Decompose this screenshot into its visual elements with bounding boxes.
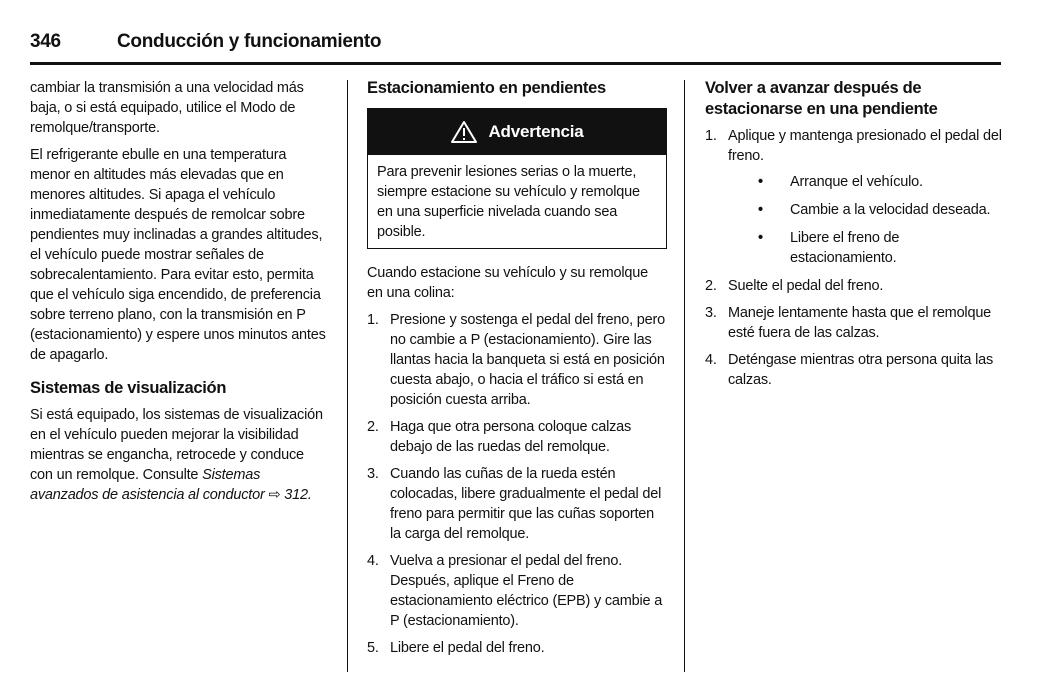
warning-triangle-icon [450, 120, 478, 144]
column-2 [367, 78, 667, 665]
heading-hill-parking: Estacionamiento en pendientes [367, 79, 606, 97]
list-item [367, 417, 667, 457]
step-number: 3. [367, 466, 379, 482]
bullet-text: Libere el freno de estacionamiento. [790, 230, 900, 266]
step-number: 4. [705, 352, 717, 368]
list-item [705, 276, 1003, 296]
step-text: Haga que otra persona coloque calzas debajo de las ruedas del remolque. [390, 419, 632, 455]
bullet-icon: • [758, 202, 763, 218]
bullet-item [728, 200, 1003, 220]
step-number: 2. [367, 419, 379, 435]
heading-display-systems: Sistemas de visualización [30, 379, 227, 397]
warning-title: Advertencia [488, 122, 584, 141]
sub-steps [728, 172, 1003, 268]
paragraph-coolant: El refrigerante ebulle en una temperatura menor en altitudes más elevadas que en menores altitudes. Si apaga el vehículo inmediatamente después de remolcar sobre pendientes muy inclinadas a grandes altitudes, el vehículo puede mostrar señales de sobrecalentamiento. Para evitar esto, permita que el vehículo siga encendido, de preferencia sobre terreno plano, con la transmisión en P (estacionamiento) y espere unos minutos antes de apagarlo. [30, 147, 326, 363]
column-divider-1 [347, 80, 348, 672]
list-item [367, 638, 667, 658]
step-number: 1. [367, 312, 379, 328]
bullet-icon: • [758, 174, 763, 190]
display-systems-text: Si está equipado, los sistemas de visualización en el vehículo pueden mejorar la visibilidad mientras se engancha, retrocede y conduce con un remolque. Consulte [30, 407, 323, 483]
list-item [705, 303, 1003, 343]
hill-parking-steps [367, 310, 667, 658]
resume-steps [705, 126, 1003, 390]
bullet-item [728, 172, 1003, 192]
page-number: 346 [30, 31, 61, 52]
page-header [30, 30, 1000, 60]
step-number: 4. [367, 553, 379, 569]
step-number: 1. [705, 128, 717, 144]
column-1 [30, 78, 330, 512]
step-number: 5. [367, 640, 379, 656]
step-text: Aplique y mantenga presionado el pedal del freno. [728, 128, 1002, 164]
cross-reference-link[interactable]: Sistemas avanzados de asistencia al conductor [30, 467, 265, 503]
list-item [367, 551, 667, 631]
warning-box [367, 108, 667, 249]
bullet-icon: • [758, 230, 763, 246]
step-number: 3. [705, 305, 717, 321]
step-text: Cuando las cuñas de la rueda estén colocadas, libere gradualmente el pedal del freno para permitir que las cuñas soporten la carga del remolque. [390, 466, 662, 542]
paragraph-display-systems [30, 405, 330, 505]
paragraph-hill-intro: Cuando estacione su vehículo y su remolque en una colina: [367, 265, 648, 301]
list-item [705, 126, 1003, 268]
list-item [705, 350, 1003, 390]
bullet-text: Cambie a la velocidad deseada. [790, 202, 991, 218]
column-3 [705, 78, 1003, 397]
warning-text: Para prevenir lesiones serias o la muerte, siempre estacione su vehículo y remolque en una superficie nivelada cuando sea posible. [377, 164, 640, 240]
step-text: Vuelva a presionar el pedal del freno. Después, aplique el Freno de estacionamiento eléctrico (EPB) y cambie a P (estacionamiento). [390, 553, 663, 629]
step-text: Deténgase mientras otra persona quita las calzas. [728, 352, 994, 388]
column-divider-2 [684, 80, 685, 672]
arrow-right-icon: ⇨ [268, 487, 281, 503]
paragraph-transmission: cambiar la transmisión a una velocidad más baja, o si está equipado, utilice el Modo de remolque/transporte. [30, 80, 304, 136]
step-text: Suelte el pedal del freno. [728, 278, 884, 294]
list-item [367, 464, 667, 544]
warning-header [368, 109, 666, 155]
step-text: Libere el pedal del freno. [390, 640, 545, 656]
step-text: Maneje lentamente hasta que el remolque esté fuera de las calzas. [728, 305, 992, 341]
bullet-text: Arranque el vehículo. [790, 174, 923, 190]
cross-reference-page: 312. [280, 487, 312, 503]
step-number: 2. [705, 278, 717, 294]
bullet-item [728, 228, 1003, 268]
heading-resume-after-parking: Volver a avanzar después de estacionarse en una pendiente [705, 79, 938, 118]
section-title: Conducción y funcionamiento [117, 31, 382, 52]
header-rule [30, 62, 1001, 65]
list-item [367, 310, 667, 410]
step-text: Presione y sostenga el pedal del freno, pero no cambie a P (estacionamiento). Gire las llantas hacia la banqueta si está en posición cuesta abajo, o hacia el tráfico si está en posición cuesta arriba. [390, 312, 665, 408]
